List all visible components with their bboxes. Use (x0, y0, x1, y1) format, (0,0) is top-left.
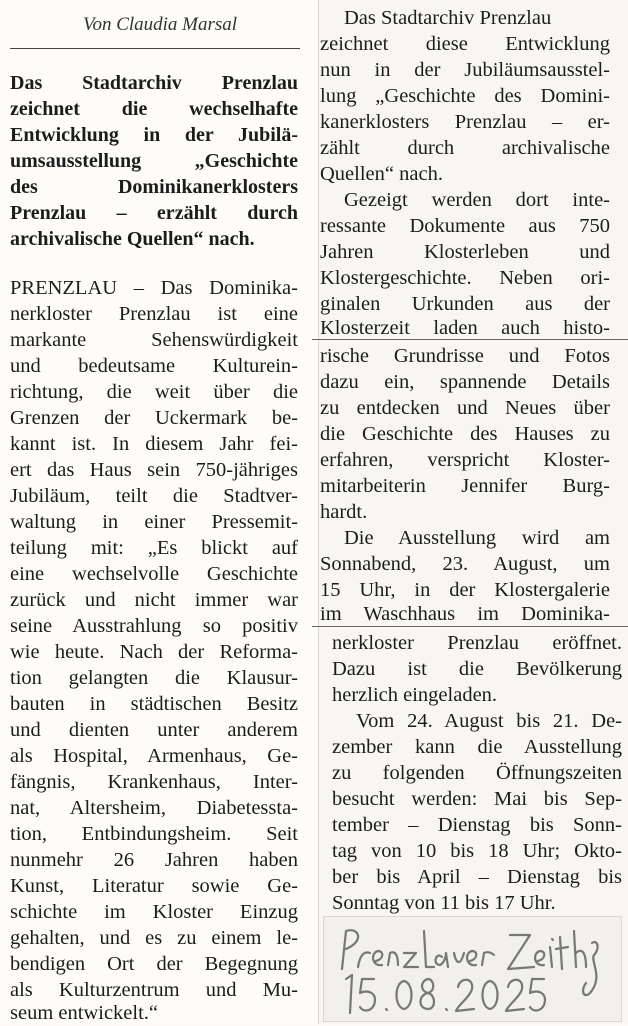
body-line: tion, Entbindungsheim. Seit (10, 823, 298, 845)
body-line: ert das Haus sein 750-jähriges (10, 459, 298, 481)
body-line: tember – Dienstag bis Sonn- (332, 814, 622, 836)
body-line: teilung mit: „Es blickt auf (10, 537, 298, 559)
body-line: lung „Geschichte des Domini- (320, 85, 610, 107)
body-line: schichte im Kloster Einzug (10, 901, 298, 923)
body-line: seine Ausstrahlung so positiv (10, 615, 298, 637)
body-line: wie heute. Nach der Reforma- (10, 641, 298, 663)
body-line: kannt ist. In diesem Jahr fei- (10, 433, 298, 455)
body-line: Jubiläum, teilt die Stadtver- (10, 485, 298, 507)
body-line: kanerklosters Prenzlau – er- (320, 111, 610, 133)
body-line: besucht werden: Mai bis Sep- (332, 788, 622, 810)
body-line: nunmehr 26 Jahren haben (10, 849, 298, 871)
body-line: Dazu ist die Bevölkerung (332, 658, 622, 680)
body-line: Gezeigt werden dort inte- (344, 189, 610, 211)
body-line: zählt durch archivalische (320, 137, 610, 159)
body-line: ressante Dokumente aus 750 (320, 215, 610, 237)
body-line: Die Ausstellung wird am (344, 527, 610, 549)
body-line: Grenzen der Uckermark be- (10, 407, 298, 429)
body-line: nerkloster Prenzlau eröffnet. (332, 632, 622, 654)
clipping-edge (318, 0, 319, 1024)
handwritten-source-note (323, 916, 622, 1022)
body-line: erfahren, verspricht Kloster- (320, 449, 610, 471)
body-line: ber bis April – Dienstag bis (332, 866, 622, 888)
body-line: Sonnabend, 23. August, um (320, 553, 610, 575)
body-line: Klosterzeit laden auch histo- (320, 317, 610, 339)
body-line: richtung, die weit über die (10, 381, 298, 403)
body-line: markante Sehenswürdigkeit (10, 329, 298, 351)
body-line: mitarbeiterin Jennifer Burg- (320, 475, 610, 497)
lead-line: zeichnet die wechselhafte (10, 98, 298, 120)
body-line: bauten in städtischen Besitz (10, 693, 298, 715)
lead-line: Prenzlau – erzählt durch (10, 202, 298, 224)
body-line: 15 Uhr, in der Klostergalerie (320, 579, 610, 601)
body-line: hardt. (320, 501, 368, 523)
body-line: nat, Altersheim, Diabetessta- (10, 797, 298, 819)
body-line: bendigen Ort der Begegnung (10, 953, 298, 975)
body-line: Vom 24. August bis 21. De- (356, 710, 622, 732)
handwritten-signature-icon (324, 917, 621, 1021)
body-line: als Kulturzentrum und Mu- (10, 979, 298, 1001)
lead-line: archivalische Quellen“ nach. (10, 228, 255, 250)
body-line: fängnis, Krankenhaus, Inter- (10, 771, 298, 793)
body-line: Quellen“ nach. (320, 163, 443, 185)
body-line: nun in der Jubiläumsausstel- (320, 59, 610, 81)
body-line: eine wechselvolle Geschichte (10, 563, 298, 585)
body-line: Jahren Klosterleben und (320, 241, 610, 263)
body-line: zu folgenden Öffnungszeiten (332, 762, 622, 784)
body-line: zeichnet diese Entwicklung (320, 33, 610, 55)
body-line: und bedeutsame Kulturein- (10, 355, 298, 377)
body-line: tion gelangten die Klausur- (10, 667, 298, 689)
body-line: Kunst, Literatur sowie Ge- (10, 875, 298, 897)
body-line: zu entdecken und Neues über (320, 397, 610, 419)
body-line: nerkloster Prenzlau ist eine (10, 303, 298, 325)
body-line: dazu ein, spannende Details (320, 371, 610, 393)
body-line: zember kann die Ausstellung (332, 736, 622, 758)
byline-rule (10, 48, 300, 49)
body-line: herzlich eingeladen. (332, 684, 498, 706)
body-line: tag von 10 bis 18 Uhr; Okto- (332, 840, 622, 862)
body-line: zurück und nicht immer war (10, 589, 298, 611)
body-line: Sonntag von 11 bis 17 Uhr. (332, 892, 556, 914)
body-line: und dienten unter anderem (10, 719, 298, 741)
body-line: im Waschhaus im Dominika- (320, 603, 610, 625)
body-line: Das Stadtarchiv Prenzlau (344, 7, 552, 29)
body-line: rische Grundrisse und Fotos (320, 345, 610, 367)
body-line: als Hospital, Armenhaus, Ge- (10, 745, 298, 767)
body-line: waltung in einer Pressemit- (10, 511, 298, 533)
body-line: Klostergeschichte. Neben ori- (320, 267, 610, 289)
body-line: ginalen Urkunden aus der (320, 293, 610, 315)
body-line: PRENZLAU – Das Dominika- (10, 277, 298, 299)
byline: Von Claudia Marsal (82, 14, 238, 35)
lead-line: Das Stadtarchiv Prenzlau (10, 72, 298, 94)
body-line: gehalten, und es zu einem le- (10, 927, 298, 949)
lead-line: des Dominikanerklosters (10, 176, 298, 198)
lead-line: umsausstellung „Geschichte (10, 150, 298, 172)
body-line: seum entwickelt.“ (10, 1002, 159, 1024)
lead-line: Entwicklung in der Jubilä- (10, 124, 298, 146)
body-line: die Geschichte des Hauses zu (320, 423, 610, 445)
